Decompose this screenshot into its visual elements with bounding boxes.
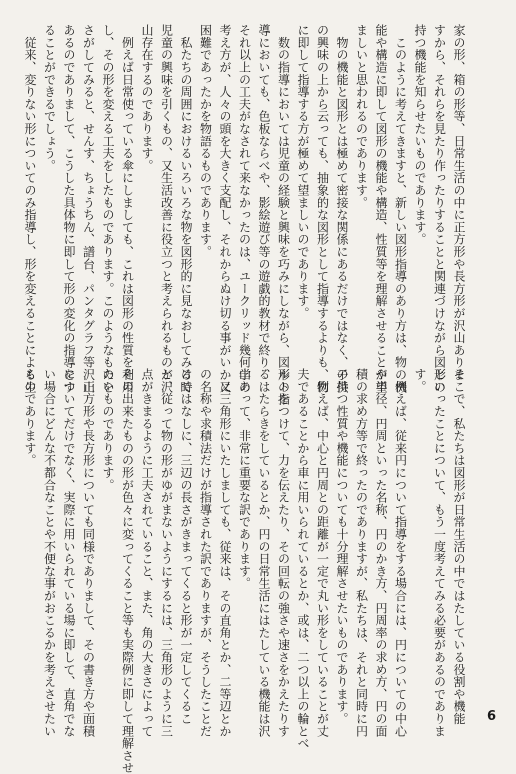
text-line: 児童の興味を引くもの、又生活改善に役立つと考えられるものが沢 — [159, 24, 174, 393]
text-line: 従来、変りない形についてのみ指導し、形を変えることによる生 — [23, 24, 37, 393]
text-line: についてだけでなく、実際に用いられている場に即して、直角でな — [62, 368, 76, 737]
text-line: 積の求め方等で終ったのでありますが、私たちは、それと同時に円 — [354, 368, 369, 737]
text-line: ものであります。 — [23, 368, 37, 467]
text-line: 山存在するのであります。 — [140, 24, 154, 172]
text-line: ることができるでしょう。 — [42, 24, 57, 172]
text-line: 能や構造に即して図形の機能や構造、性質等を理解させることが望 — [374, 24, 388, 393]
text-line: たいものであります。 — [101, 368, 115, 491]
text-line: し、その形を変える工夫をしたものであります。このようなものを — [101, 24, 115, 393]
text-line: 例えば日常使っている傘にしましても、これは図形の性質を利用 — [120, 24, 135, 393]
text-line: 導においても、色板ならべや、影絵遊び等の遊戯的教材で終り、 — [257, 24, 271, 381]
text-line: と、従って物の形がゆがまないようにするには、三角形のように三 — [159, 368, 174, 737]
text-line: ルトをつけて、力を伝えたり、その回転の強さや速さをかえたりす — [276, 368, 291, 737]
text-line: さがしてみると、せんす、ちょうちん、譜台、パンタグラフ等沢山 — [81, 24, 96, 393]
text-line: 例えば、中心と円周との距離が一定で丸い形をしていることが丈 — [315, 368, 330, 737]
text-line: の興味の上から云っても、抽象的な図形として指導するよりも、物 — [315, 24, 330, 393]
text-line: 山あって、非常に重要な訳であります。 — [237, 368, 252, 590]
text-line: ましいと思われるのであります。 — [354, 24, 369, 209]
text-line: 又三角形にいたしましても、従来は、その直角とか、二等辺とか — [218, 368, 232, 737]
text-line: あるのでありまして、こうした具体物に即して形の変化の指導をす — [62, 24, 76, 393]
text-line: 例えば、従来円について指導をする場合には、円についての中心 — [393, 368, 408, 737]
upper-text-block — [20, 24, 469, 406]
text-line: そこで、私たちは図形が日常生活の中ではたしている役割や機能 — [452, 368, 466, 725]
text-line: 夫であることから車に用いられているとか、或は、二つ以上の輪とべ — [296, 368, 310, 750]
text-line: 考え方が、人々の頭を大きく支配し、それからぬけ切る事がいかに — [218, 24, 232, 393]
page-number: 6 — [486, 709, 496, 724]
text-line: い場合にどんな不都合なことや不便な事がおこるかを考えさせたい — [42, 368, 57, 737]
text-line: や半径、円周といった名称、円のかき方、円周率の求め方、円の面 — [374, 368, 388, 737]
text-line: るはたらきをしているとか、円の日常生活にはたしている機能は沢 — [257, 368, 271, 737]
text-line: 点がきまるように工夫されていること、また、角の大きさによって — [140, 368, 154, 737]
text-line: 私たちの周囲におけるいろいろな物を図形的に見なおしてみる時 — [179, 24, 193, 393]
text-line: けではなしに、三辺の長さがきまってくると形が一定してくるこ — [179, 368, 193, 725]
text-line: の持つ性質や機能についても十分理解させたいものであります。 — [335, 368, 349, 725]
text-line: それ以上の工夫がなされて来なかったのは、ユークリッド幾何学の — [237, 24, 252, 393]
text-line: 正方形や長方形についても同様でありまして、その書き方や面積 — [81, 368, 96, 737]
text-line: 物の機能と図形とは極めて密接な関係にあるだけではなく、子供 — [335, 24, 349, 393]
text-line: に即して指導する方が極めて望ましいのであります。 — [296, 24, 310, 320]
text-line: といったことについて、もう一度考えてみる必要があるのでありま — [432, 368, 447, 737]
text-line: 持つ機能を知らせたいものであります。 — [413, 24, 427, 246]
text-line: 家の形、箱の形等、日常生活の中に正方形や長方形が沢山ありま — [452, 24, 466, 381]
text-line: 困難であったかを物語るものであります。 — [198, 24, 213, 258]
lower-text-block — [20, 368, 469, 774]
text-line: すから、それらを見たり作ったりすることと関連づけながら図形の — [432, 24, 447, 393]
text-line: その出来たものの形が色々に変ってくること等も実際例に即して理解させ — [120, 368, 135, 774]
text-line: す。 — [413, 368, 427, 393]
text-line: 数の指導においては児童の経験と興味を巧みにしながら、図形の指 — [276, 24, 291, 406]
text-line: の名称や求積法だけが指導された訳でありますが、そうしたことだ — [198, 368, 213, 737]
text-line: このように考えてきますと、新しい図形指導のあり方は、物の機 — [393, 24, 408, 393]
